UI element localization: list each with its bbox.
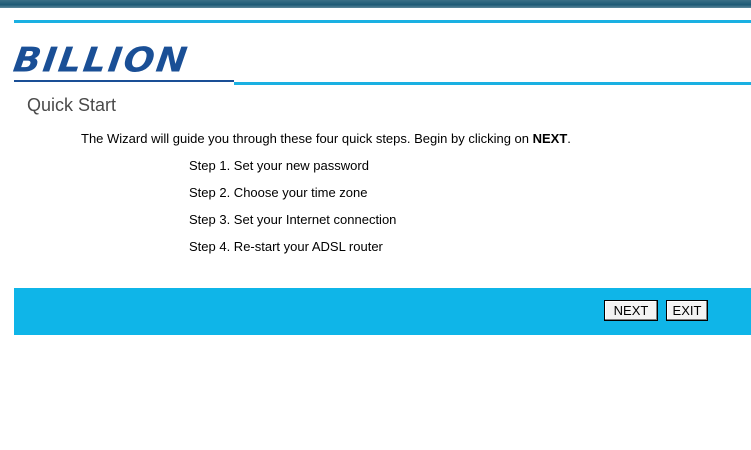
step-2: Step 2. Choose your time zone — [189, 185, 368, 200]
top-divider — [14, 20, 751, 23]
page-title: Quick Start — [27, 95, 117, 115]
step-4: Step 4. Re-start your ADSL router — [189, 239, 383, 254]
exit-button[interactable]: EXIT — [666, 300, 708, 321]
intro-text — [81, 131, 571, 146]
billion-logo: BILLION — [10, 41, 192, 81]
header-divider — [234, 82, 751, 85]
next-button[interactable]: NEXT — [604, 300, 658, 321]
intro-text-next: NEXT — [532, 131, 568, 146]
steps-list — [189, 157, 396, 265]
step-1: Step 1. Set your new password — [189, 158, 369, 173]
intro-text-before: The Wizard will guide you through these four quick steps. Begin by clicking on — [81, 131, 533, 146]
top-strip — [0, 0, 751, 8]
step-3: Step 3. Set your Internet connection — [189, 212, 397, 227]
intro-text-after: . — [567, 131, 571, 146]
logo-underline — [14, 80, 234, 82]
